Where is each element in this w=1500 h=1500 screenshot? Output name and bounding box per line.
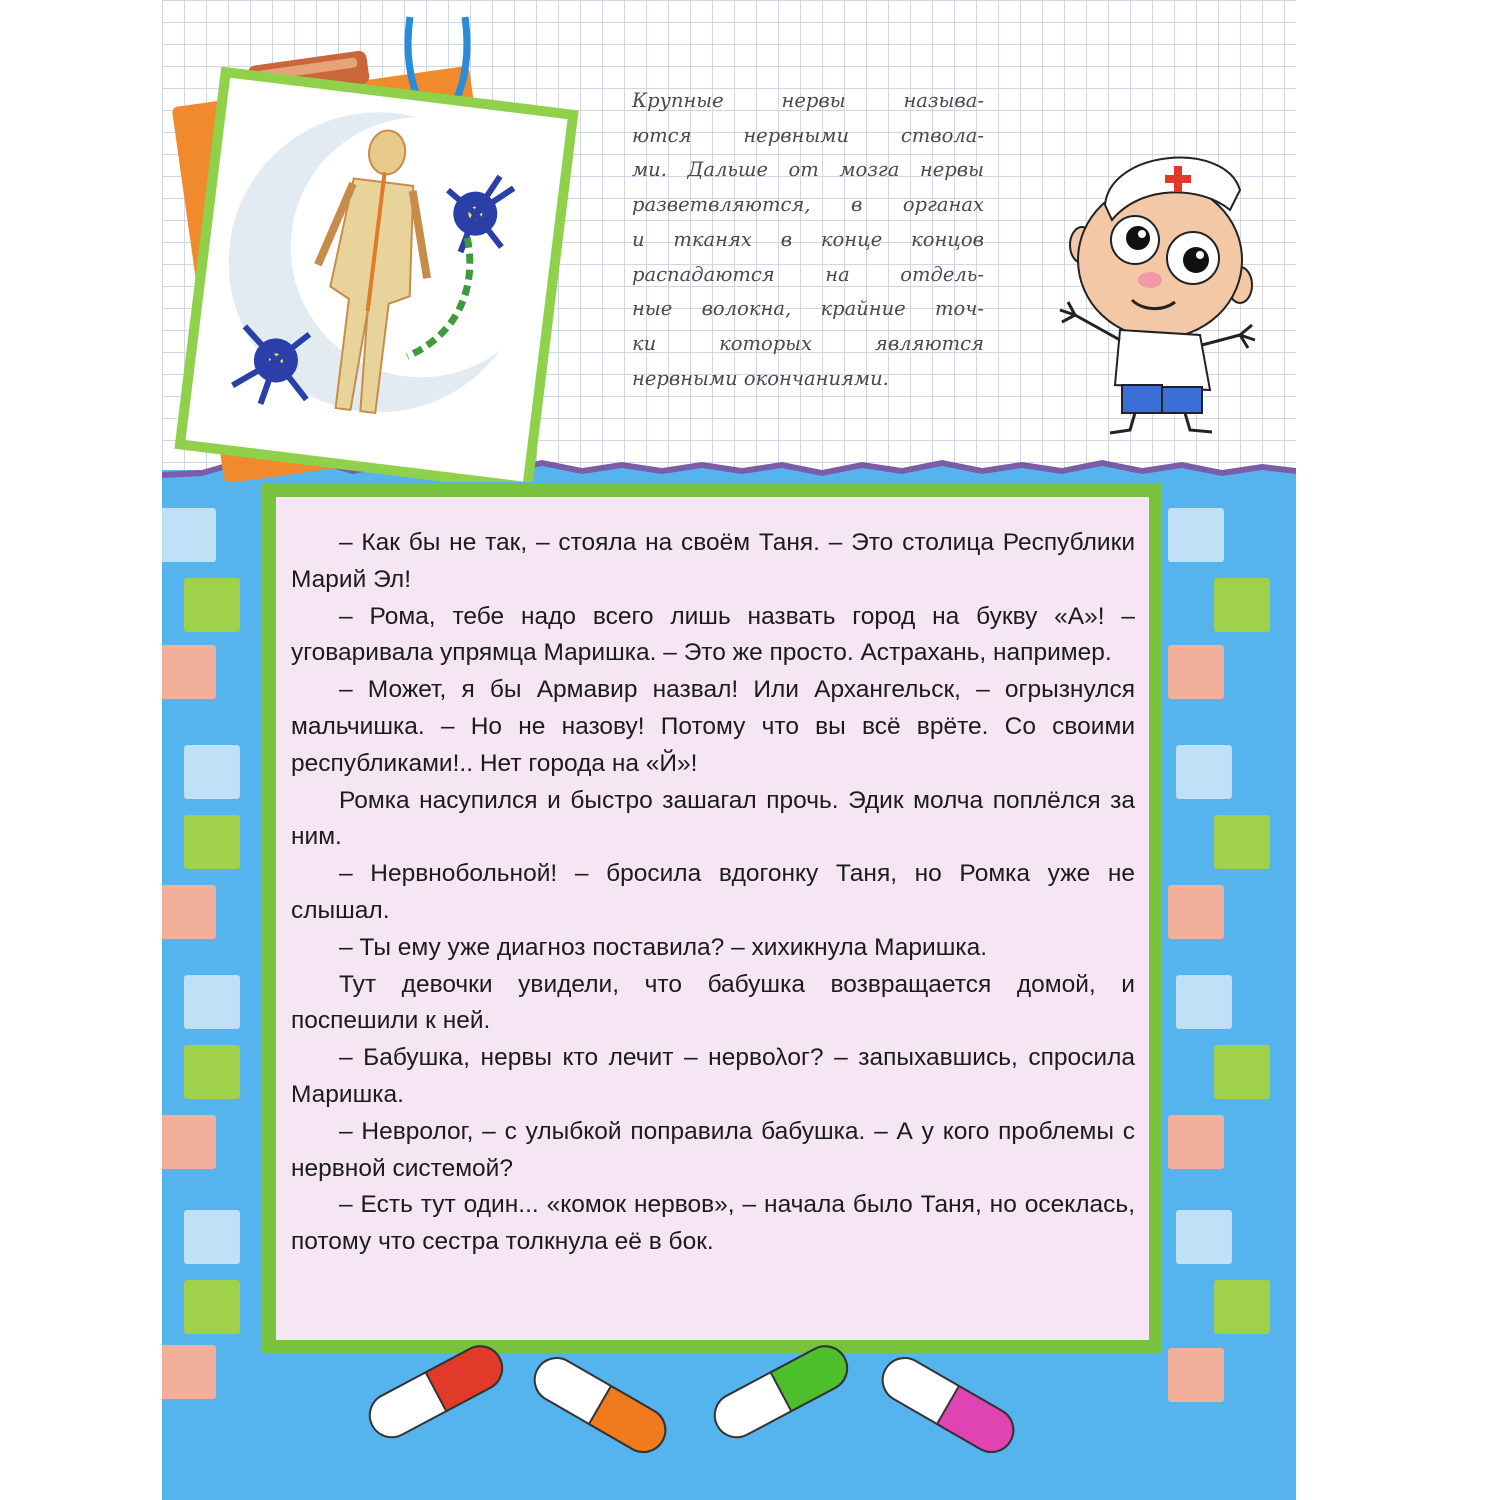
decor-square xyxy=(162,508,216,562)
red-white-capsule-icon xyxy=(355,1340,515,1440)
decor-square xyxy=(1214,1280,1270,1334)
decor-square xyxy=(1176,975,1232,1029)
decor-square xyxy=(184,745,240,799)
side-note-line: ки которых являются xyxy=(632,331,984,355)
decor-square xyxy=(1168,1115,1224,1169)
pink-white-capsule-icon xyxy=(868,1350,1028,1460)
decor-square xyxy=(162,885,216,939)
decor-square xyxy=(162,645,216,699)
story-paragraph: – Невролог, – с улыбкой поправила бабушка. – А у кого проблемы с нервной системой? xyxy=(291,1117,1135,1182)
decor-square xyxy=(184,1045,240,1099)
decor-square xyxy=(1176,1210,1232,1264)
story-text-box xyxy=(276,497,1149,1340)
orange-white-capsule-icon xyxy=(520,1350,680,1460)
story-paragraph: – Нервнобольной! – бросила вдогонку Таня, но Ромка уже не слышал. xyxy=(291,860,1135,924)
green-white-capsule-icon xyxy=(700,1340,860,1440)
decor-square xyxy=(1176,745,1232,799)
story-paragraph: – Рома, тебе надо всего лишь назвать город на букву «А»! – уговаривала упрямца Маришка. – Это же просто. Астрахань, например. xyxy=(291,602,1135,667)
decor-square xyxy=(184,578,240,632)
side-note-line: разветвляются, в органах xyxy=(632,193,984,217)
doctor-mascot-icon xyxy=(1050,130,1260,450)
story-paragraph: – Как бы не так, – стояла на своём Таня. – Это столица Республики Марий Эл! xyxy=(291,529,1135,593)
side-note xyxy=(632,84,984,396)
side-note-line: нервными окончаниями. xyxy=(632,366,889,390)
story-paragraph: – Ты ему уже диагноз поставила? – хихикнула Маришка. xyxy=(339,933,988,961)
decor-square xyxy=(1214,815,1270,869)
decor-square xyxy=(1168,1348,1224,1402)
clipboard-with-nervous-system-picture-icon xyxy=(165,12,585,482)
story-paragraph: Ромка насупился и быстро зашагал прочь. Эдик молча поплёлся за ним. xyxy=(291,786,1135,851)
decor-square xyxy=(184,1210,240,1264)
decor-square xyxy=(1214,1045,1270,1099)
decor-square xyxy=(184,975,240,1029)
decor-square xyxy=(162,1345,216,1399)
decor-square xyxy=(184,815,240,869)
side-note-line: и тканях в конце концов xyxy=(632,227,984,251)
side-note-line: Крупные нервы называ- xyxy=(632,89,984,112)
story-paragraph: – Может, я бы Армавир назвал! Или Архангельск, – огрызнулся мальчишка. – Но не назову! Потому что вы всё врёте. Со своими республиками!.. Нет города на «Й»! xyxy=(291,676,1135,777)
decor-square xyxy=(1214,578,1270,632)
side-note-line: ные волокна, крайние точ- xyxy=(632,297,984,321)
decor-square xyxy=(1168,508,1224,562)
decor-square xyxy=(1168,885,1224,939)
story-paragraph: – Есть тут один... «комок нервов», – начала было Таня, но осеклась, потому что сестра толкнула её в бок. xyxy=(291,1191,1135,1256)
side-note-line: распадаются на отдель- xyxy=(632,262,984,286)
decor-square xyxy=(184,1280,240,1334)
decor-square xyxy=(162,1115,216,1169)
story-paragraph: – Бабушка, нервы кто лечит – нервολог? – запыхавшись, спросила Маришка. xyxy=(291,1044,1135,1108)
decor-square xyxy=(1168,645,1224,699)
story-paragraph: Тут девочки увидели, что бабушка возвращается домой, и поспешили к ней. xyxy=(291,970,1135,1035)
side-note-line: ются нервными ствола- xyxy=(632,123,984,147)
side-note-line: ми. Дальше от мозга нервы xyxy=(632,158,984,182)
